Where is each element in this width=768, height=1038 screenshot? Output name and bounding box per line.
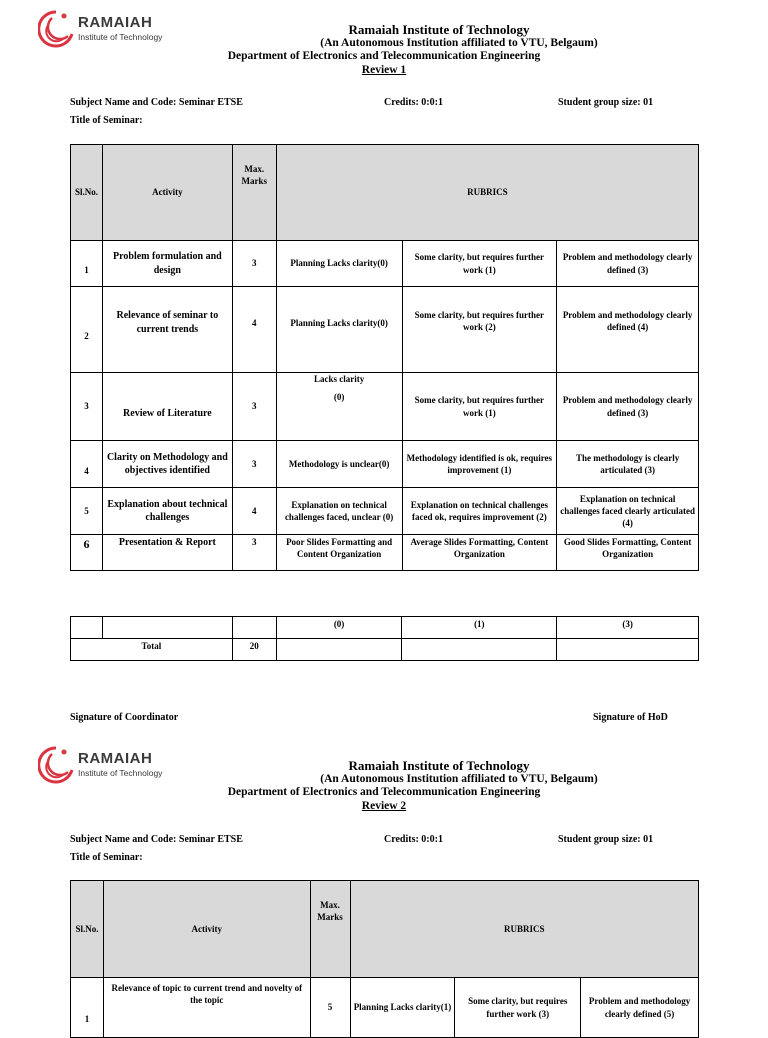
- row-max: 5: [310, 978, 350, 1038]
- credits: Credits: 0:0:1: [384, 97, 443, 108]
- row-no: 6: [71, 535, 103, 571]
- affiliation: (An Autonomous Institution affiliated to VTU, Belgaum): [320, 773, 598, 785]
- row-max: 3: [232, 441, 276, 488]
- cont-blank: [71, 617, 103, 639]
- seminar-title-label: Title of Seminar:: [70, 115, 143, 126]
- row-no: 4: [71, 441, 103, 488]
- continuation-row: [71, 617, 699, 639]
- col-activity: Activity: [103, 881, 310, 978]
- row-max: 3: [232, 241, 276, 287]
- col-activity: Activity: [102, 145, 232, 241]
- col-slno: Sl.No.: [71, 881, 104, 978]
- review-title: Review 1: [361, 64, 407, 76]
- rubric-poor-text: Lacks clarity: [313, 374, 365, 384]
- col-slno: Sl.No.: [71, 145, 103, 241]
- institute-name: Ramaiah Institute of Technology: [348, 758, 530, 773]
- row-max: 4: [232, 287, 276, 373]
- signature-coordinator: Signature of Coordinator: [70, 712, 179, 723]
- table-row: [71, 373, 699, 441]
- rubric-good: Problem and methodology clearly defined (3): [557, 241, 699, 287]
- rubric-poor: Planning Lacks clarity(0): [276, 287, 402, 373]
- signature-hod: Signature of HoD: [593, 712, 668, 723]
- subject-name: Subject Name and Code: Seminar ETSE: [70, 834, 243, 845]
- col-max-marks: Max. Marks: [310, 881, 350, 978]
- student-group-size: Student group size: 01: [558, 834, 654, 845]
- review-title: Review 2: [361, 800, 407, 812]
- table-header-row: [71, 881, 699, 978]
- logo-subtitle: Institute of Technology: [78, 768, 163, 778]
- col-rubrics: RUBRICS: [276, 145, 698, 241]
- rubric-poor: Poor Slides Formatting and Content Organization: [276, 535, 402, 571]
- department: Department of Electronics and Telecommunication Engineering: [227, 50, 541, 62]
- table-header-row: [71, 145, 699, 241]
- table-row: [71, 488, 699, 535]
- rubric-poor: Methodology is unclear(0): [276, 441, 402, 488]
- total-table: [70, 616, 699, 661]
- cont-rubric-poor: (0): [276, 617, 402, 639]
- rubric-good: Problem and methodology clearly defined (3): [557, 373, 699, 441]
- rubric-average: Methodology identified is ok, requires improvement (1): [402, 441, 557, 488]
- rubric-good: The methodology is clearly articulated (3): [557, 441, 699, 488]
- row-no: 2: [71, 287, 103, 373]
- rubric-average: Average Slides Formatting, Content Organization: [402, 535, 557, 571]
- total-label: Total: [71, 639, 233, 661]
- rubric-average: Explanation on technical challenges faced ok, requires improvement (2): [402, 488, 557, 535]
- rubric-average: Some clarity, but requires further work (1): [402, 241, 557, 287]
- col-max-marks: Max. Marks: [232, 145, 276, 241]
- row-no: 1: [71, 978, 104, 1038]
- rubric-average: Some clarity, but requires further work (2): [402, 287, 557, 373]
- row-no: 1: [71, 241, 103, 287]
- cont-rubric-good: (3): [557, 617, 699, 639]
- rubrics-table-review-2: [70, 880, 699, 1038]
- cont-rubric-average: (1): [402, 617, 557, 639]
- row-activity: Relevance of seminar to current trends: [102, 287, 232, 373]
- student-group-size: Student group size: 01: [558, 97, 654, 108]
- rubric-poor: Planning Lacks clarity(1): [350, 978, 455, 1038]
- row-activity: Presentation & Report: [102, 535, 232, 571]
- table-row: [71, 535, 699, 571]
- rubric-good: Good Slides Formatting, Content Organization: [557, 535, 699, 571]
- rubric-poor: Planning Lacks clarity(0): [276, 241, 402, 287]
- affiliation: (An Autonomous Institution affiliated to VTU, Belgaum): [320, 37, 598, 49]
- table-row: [71, 287, 699, 373]
- logo-subtitle: Institute of Technology: [78, 32, 163, 42]
- total-blank: [557, 639, 699, 661]
- rubric-average: Some clarity, but requires further work (3): [455, 978, 581, 1038]
- rubric-good: Problem and methodology clearly defined (4): [557, 287, 699, 373]
- table-row: [71, 441, 699, 488]
- table-row: [71, 978, 699, 1038]
- institute-name: Ramaiah Institute of Technology: [348, 22, 530, 37]
- logo-name: RAMAIAH: [78, 14, 153, 31]
- row-activity: Relevance of topic to current trend and novelty of the topic: [103, 978, 310, 1038]
- seminar-title-label: Title of Seminar:: [70, 852, 143, 863]
- cont-blank: [102, 617, 232, 639]
- row-max: 3: [232, 535, 276, 571]
- row-max: 4: [232, 488, 276, 535]
- rubric-average: Some clarity, but requires further work (1): [402, 373, 557, 441]
- rubric-poor: [276, 373, 402, 441]
- row-no: 3: [71, 373, 103, 441]
- table-row: [71, 241, 699, 287]
- col-rubrics: RUBRICS: [350, 881, 698, 978]
- rubric-poor: Explanation on technical challenges faced, unclear (0): [276, 488, 402, 535]
- total-value: 20: [232, 639, 276, 661]
- row-max: 3: [232, 373, 276, 441]
- department: Department of Electronics and Telecommunication Engineering: [227, 786, 541, 798]
- row-activity: Explanation about technical challenges: [102, 488, 232, 535]
- row-activity: Problem formulation and design: [102, 241, 232, 287]
- rubric-poor-score: (0): [333, 392, 345, 403]
- cont-blank: [232, 617, 276, 639]
- credits: Credits: 0:0:1: [384, 834, 443, 845]
- row-activity: Clarity on Methodology and objectives identified: [102, 441, 232, 488]
- total-blank: [402, 639, 557, 661]
- total-blank: [276, 639, 402, 661]
- row-no: 5: [71, 488, 103, 535]
- rubric-good: Explanation on technical challenges faced clearly articulated (4): [557, 488, 699, 535]
- subject-name: Subject Name and Code: Seminar ETSE: [70, 97, 243, 108]
- logo-name: RAMAIAH: [78, 750, 153, 767]
- total-row: [71, 639, 699, 661]
- row-activity: Review of Literature: [102, 373, 232, 441]
- rubric-good: Problem and methodology clearly defined (5): [581, 978, 699, 1038]
- rubrics-table-review-1: [70, 144, 699, 571]
